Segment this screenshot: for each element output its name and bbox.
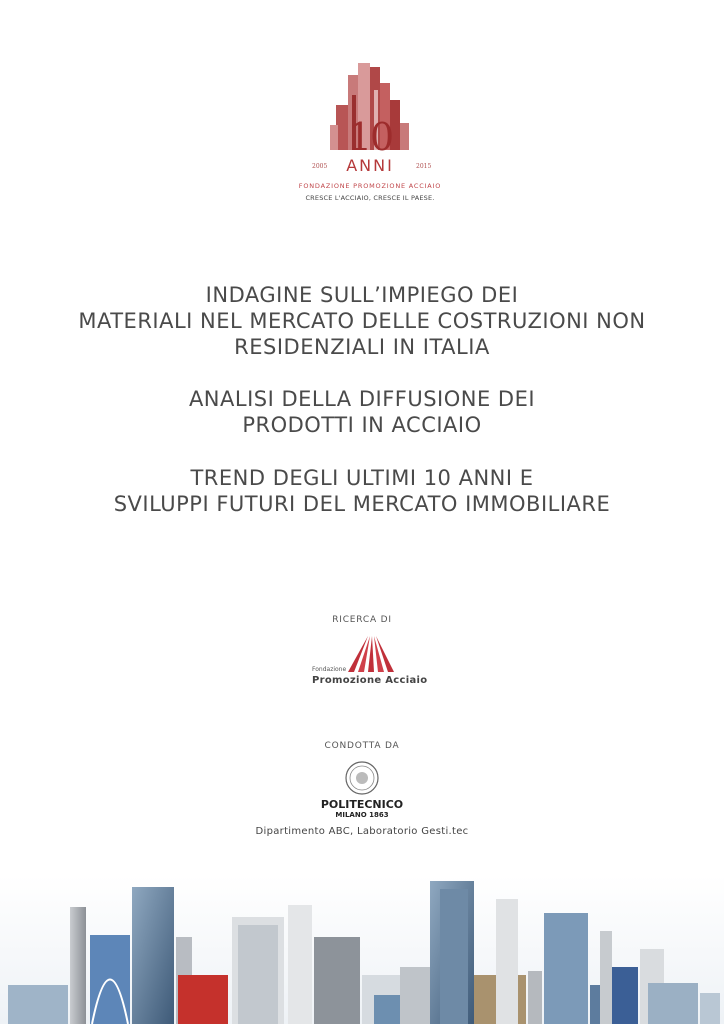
anniversary-logo — [290, 55, 450, 215]
logo-number: 10 — [347, 115, 393, 159]
university-name: POLITECNICO — [320, 798, 404, 811]
title-line: SVILUPPI FUTURI DEL MERCATO IMMOBILIARE — [113, 492, 611, 516]
title-line: TREND DEGLI ULTIMI 10 ANNI E — [190, 466, 534, 490]
logo-foundation-line: FONDAZIONE PROMOZIONE ACCIAIO — [298, 182, 442, 190]
university-city: MILANO 1863 — [335, 811, 389, 819]
skyline-photo-collage — [0, 875, 724, 1024]
department-text: Dipartimento ABC, Laboratorio Gesti.tec — [255, 826, 469, 837]
title-line: MATERIALI NEL MERCATO DELLE COSTRUZIONI NON — [78, 309, 646, 333]
politecnico-logo — [320, 760, 404, 820]
title-block-3 — [30, 465, 694, 517]
fpa-small-text: Fondazione — [312, 666, 347, 673]
conducted-label: CONDOTTA DA — [324, 741, 400, 751]
logo-word: ANNI — [346, 156, 394, 175]
title-block-1 — [30, 282, 694, 360]
logo-year-end: 2015 — [416, 163, 432, 170]
politecnico-seal-icon — [320, 760, 404, 796]
logo-slogan: CRESCE L'ACCIAIO, CRESCE IL PAESE. — [305, 194, 435, 202]
logo-year-start: 2005 — [312, 163, 328, 170]
title-block-2 — [30, 386, 694, 438]
title-line: PRODOTTI IN ACCIAIO — [242, 413, 482, 437]
title-line: RESIDENZIALI IN ITALIA — [234, 335, 490, 359]
title-line: INDAGINE SULL’IMPIEGO DEI — [205, 283, 519, 307]
title-line: ANALISI DELLA DIFFUSIONE DEI — [188, 387, 536, 411]
research-label: RICERCA DI — [332, 615, 392, 625]
fpa-name: Promozione Acciaio — [312, 675, 428, 686]
promozione-acciaio-logo — [308, 634, 432, 690]
